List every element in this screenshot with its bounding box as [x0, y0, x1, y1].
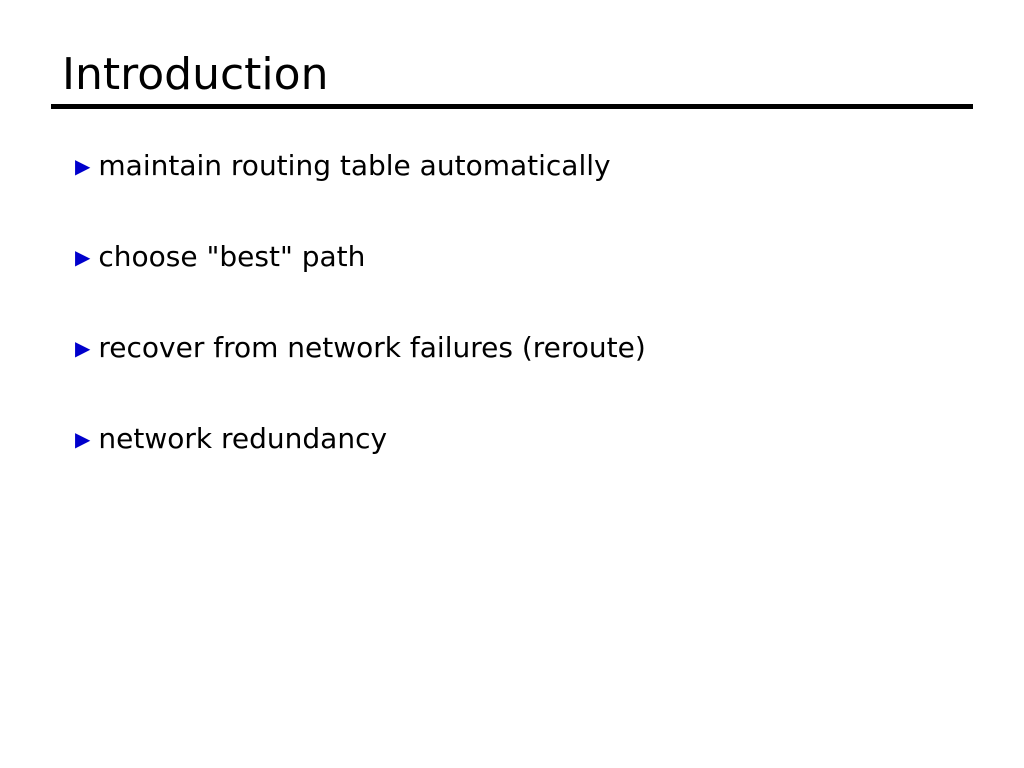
bullet-list	[75, 145, 975, 509]
triangle-bullet-icon: ▶	[75, 427, 91, 451]
list-item-label: maintain routing table automatically	[98, 149, 611, 182]
list-item	[75, 236, 975, 327]
triangle-bullet-icon: ▶	[75, 245, 91, 269]
title-divider	[51, 104, 973, 109]
list-item-label: recover from network failures (reroute)	[98, 331, 646, 364]
page-title: Introduction	[62, 49, 329, 100]
list-item-label: choose "best" path	[98, 240, 366, 273]
list-item	[75, 418, 975, 509]
list-item-label: network redundancy	[98, 422, 388, 455]
list-item	[75, 327, 975, 418]
triangle-bullet-icon: ▶	[75, 336, 91, 360]
list-item	[75, 145, 975, 236]
triangle-bullet-icon: ▶	[75, 154, 91, 178]
